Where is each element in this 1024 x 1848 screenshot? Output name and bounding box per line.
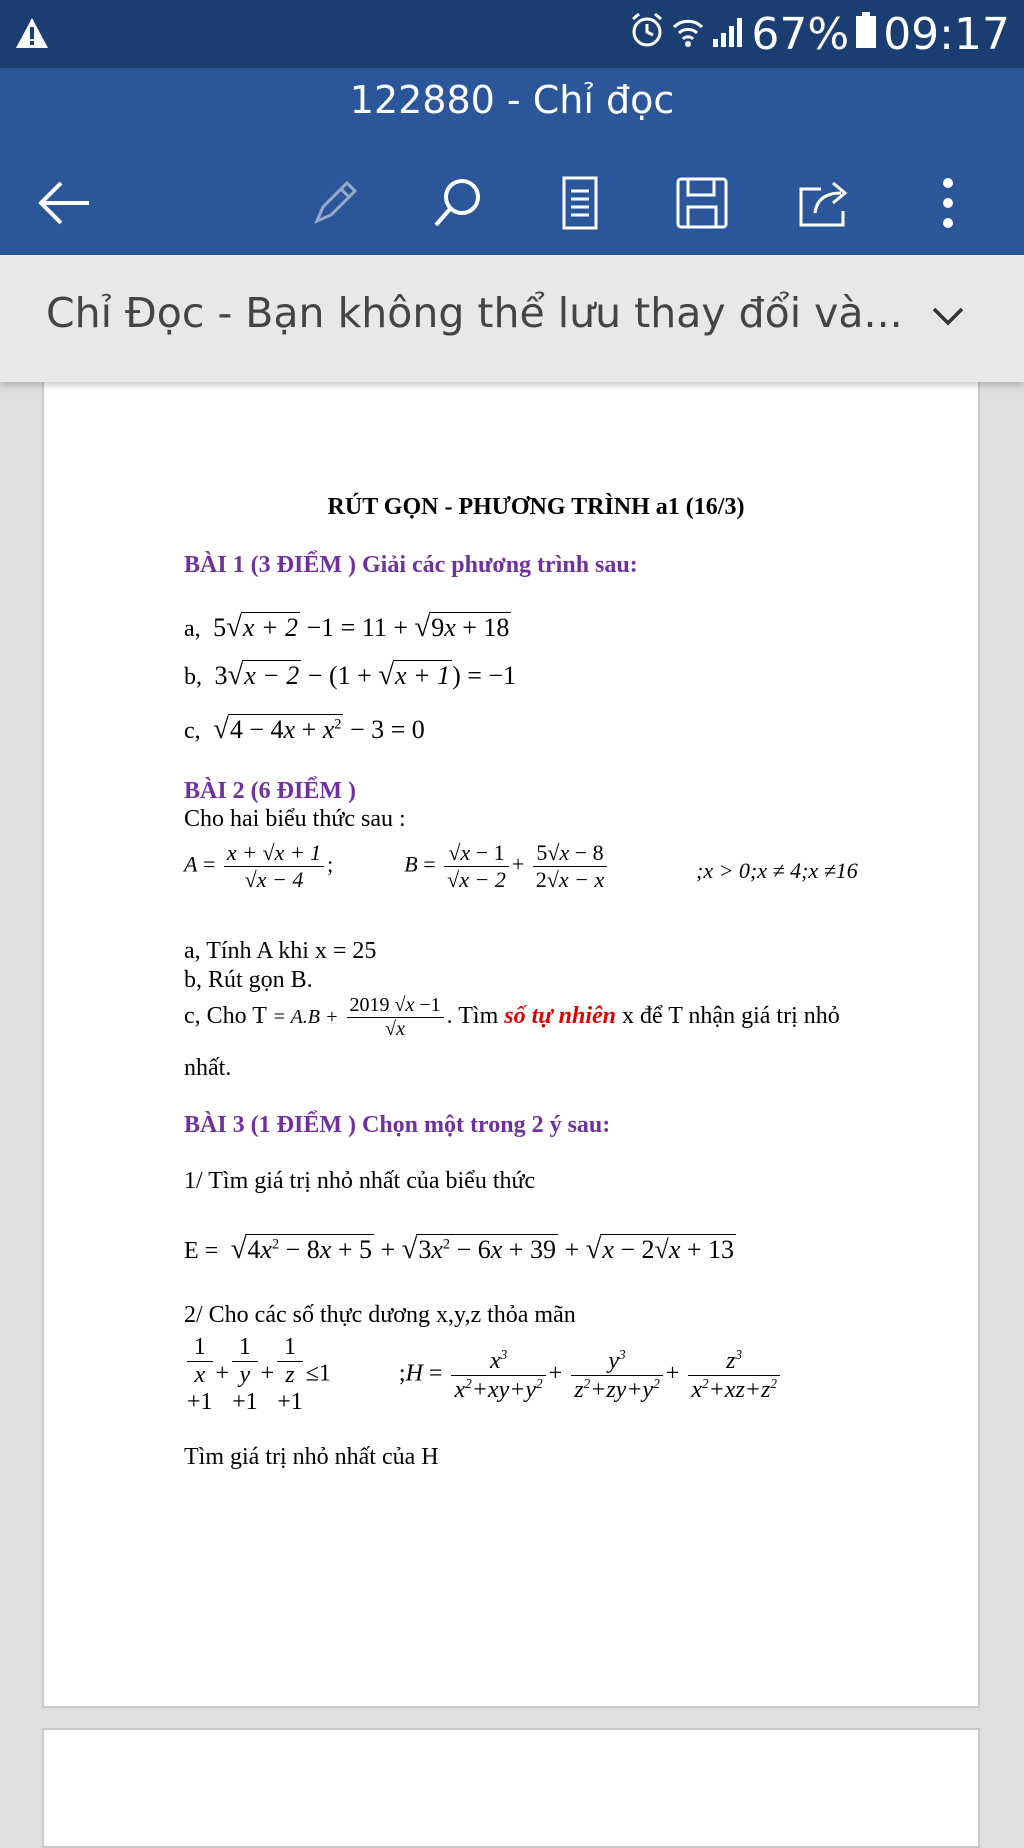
app-bar [0, 68, 1024, 255]
part-c-end: nhất. [184, 1055, 232, 1081]
item-label: a, [184, 616, 201, 642]
wifi-icon [671, 9, 705, 60]
part-c-mid: . Tìm [446, 1003, 499, 1030]
alarm-icon [629, 9, 665, 60]
item-label: b, [184, 664, 202, 690]
expressions-a-b: A = $\frac{x + √x + 1}{√x - 4}$ ; B = $\frac{√x - 1}{√x - 2}$ + $\frac{5√x - 8}{2√x - x}$ [184, 840, 954, 893]
expression-e: $E = √4x^2 - 8x + 5 + √3x^2 - 6x + 39 + √x - 2√x + 13$ [184, 1234, 735, 1265]
reading-view-icon[interactable] [540, 163, 620, 243]
bai1-heading: BÀI 1 (3 ĐIỂM ) Giải các phương trình sau: [184, 552, 638, 578]
pencil-icon[interactable] [295, 163, 375, 243]
doc-title: RÚT GỌN - PHƯƠNG TRÌNH a1 (16/3) [327, 494, 745, 520]
banner-text: Chỉ Đọc - Bạn không thể lưu thay đổi và... [46, 289, 903, 337]
bai2-intro: Cho hai biểu thức sau : [184, 806, 406, 832]
condition: ;x > 0;x ≠ 4;x ≠16 [696, 858, 858, 883]
part-b: b, Rút gọn B. [184, 967, 313, 993]
more-vert-icon[interactable] [908, 163, 988, 243]
share-icon[interactable] [785, 163, 865, 243]
clock: 09:17 [883, 8, 1010, 60]
status-bar [0, 0, 1024, 68]
document-page-next [42, 1728, 980, 1848]
item-label: c, [184, 718, 201, 744]
bai3-p2: 2/ Cho các số thực dương x,y,z thỏa mãn [184, 1302, 576, 1328]
battery-icon [855, 9, 877, 60]
part-c-suffix: x để T nhận giá trị nhỏ [621, 1003, 840, 1030]
part-a: a, Tính A khi x = 25 [184, 938, 377, 964]
document-title: 122880 - Chỉ đọc [349, 78, 675, 122]
part-c-prefix: c, Cho T [184, 1003, 267, 1030]
bai3-p1: 1/ Tìm giá trị nhỏ nhất của biểu thức [184, 1168, 536, 1194]
bai3-p3: Tìm giá trị nhỏ nhất của H [184, 1444, 439, 1470]
bai3-heading: BÀI 3 (1 ĐIỂM ) Chọn một trong 2 ý sau: [184, 1112, 611, 1138]
back-arrow-icon[interactable] [25, 163, 105, 243]
expression-h: 1 x +1+ 1 y +1+ 1 z +1≤1 ;H = $\frac{x^3}{x^2+xy+y^2}$ + $\frac{y^3}{z^2+zy+y^2}$ + $\frac{z^3}{x^2+xz+z^2}$ [184, 1334, 954, 1416]
search-icon[interactable] [418, 163, 498, 243]
bai2-heading: BÀI 2 (6 ĐIỂM ) [184, 778, 356, 804]
chevron-down-icon[interactable] [928, 301, 968, 336]
equation-c: c, $√4 - 4x + x^2 - 3 = 0$ [184, 714, 425, 745]
read-only-banner[interactable] [0, 255, 1024, 382]
warning-icon [14, 16, 50, 55]
equation-b: b, 3√x − 2 − (1 + √x + 1) = −1 [184, 660, 517, 691]
part-c: c, Cho T = A.B + $\frac{2019 √x -1}{√x}$ . Tìm số tự nhiên x để T nhận giá trị nhỏ [184, 994, 840, 1040]
signal-icon [711, 9, 745, 60]
equation-a: a, 5√x + 2 −1 = 11 + √9x + 18 [184, 612, 510, 643]
highlight-red: số tự nhiên [504, 1003, 616, 1030]
save-icon[interactable] [662, 163, 742, 243]
battery-percent: 67% [751, 8, 850, 60]
